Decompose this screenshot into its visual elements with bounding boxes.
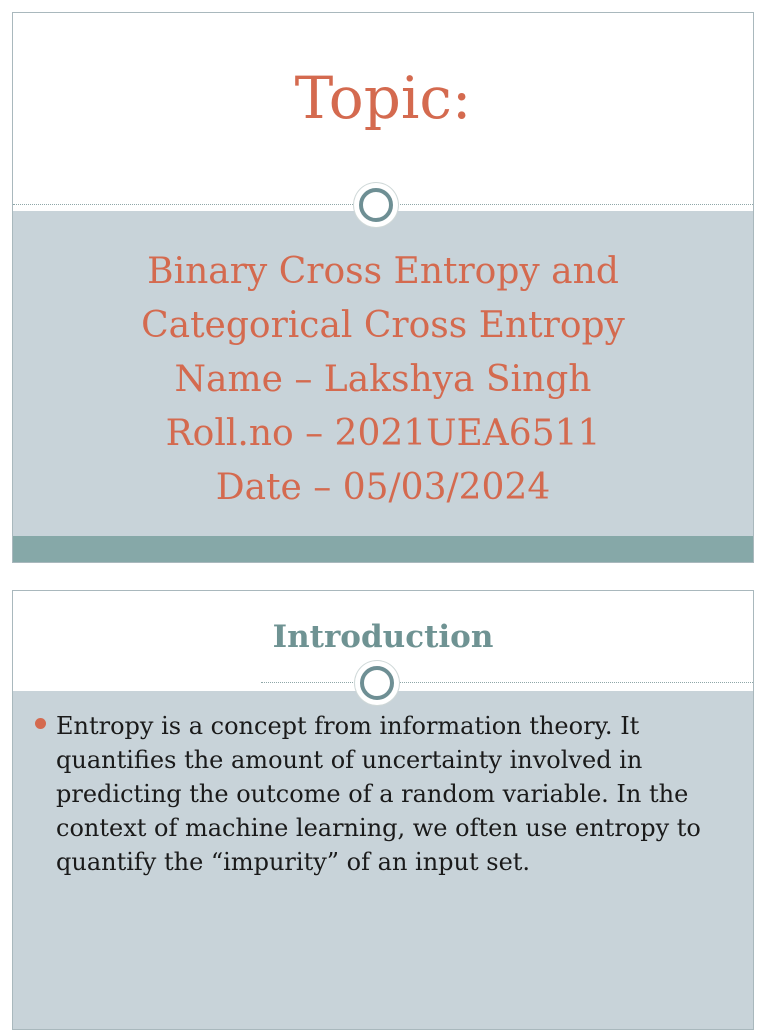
subtitle-line-topic-2: Categorical Cross Entropy bbox=[141, 305, 625, 346]
subtitle-line-topic-1: Binary Cross Entropy and bbox=[147, 251, 619, 292]
subtitle-line-roll-no: Roll.no – 2021UEA6511 bbox=[165, 413, 601, 454]
bullet-line: quantify the “impurity” of an input set. bbox=[56, 848, 531, 876]
footer-band bbox=[13, 536, 753, 563]
slide-heading: Introduction bbox=[272, 619, 494, 655]
bullet-line: context of machine learning, we often use entropy to bbox=[56, 814, 701, 842]
bullet-line: Entropy is a concept from information theory. It bbox=[56, 712, 640, 740]
bullet-line: predicting the outcome of a random variable. In the bbox=[56, 780, 689, 808]
header-divider-line bbox=[261, 682, 753, 683]
title-slide bbox=[12, 12, 754, 563]
bullet-dot-icon bbox=[35, 718, 46, 729]
ring-divider-icon bbox=[354, 183, 398, 227]
subtitle-line-date: Date – 05/03/2024 bbox=[215, 467, 551, 508]
bullet-item bbox=[35, 709, 725, 879]
subtitle-block bbox=[13, 245, 753, 515]
ring-divider-icon bbox=[355, 661, 399, 705]
bullet-text bbox=[56, 709, 725, 879]
bullet-line: quantifies the amount of uncertainty involved in bbox=[56, 746, 643, 774]
slide-title: Topic: bbox=[294, 64, 472, 132]
introduction-slide bbox=[12, 590, 754, 1030]
subtitle-line-name: Name – Lakshya Singh bbox=[174, 359, 592, 400]
title-slide-header bbox=[13, 13, 753, 205]
